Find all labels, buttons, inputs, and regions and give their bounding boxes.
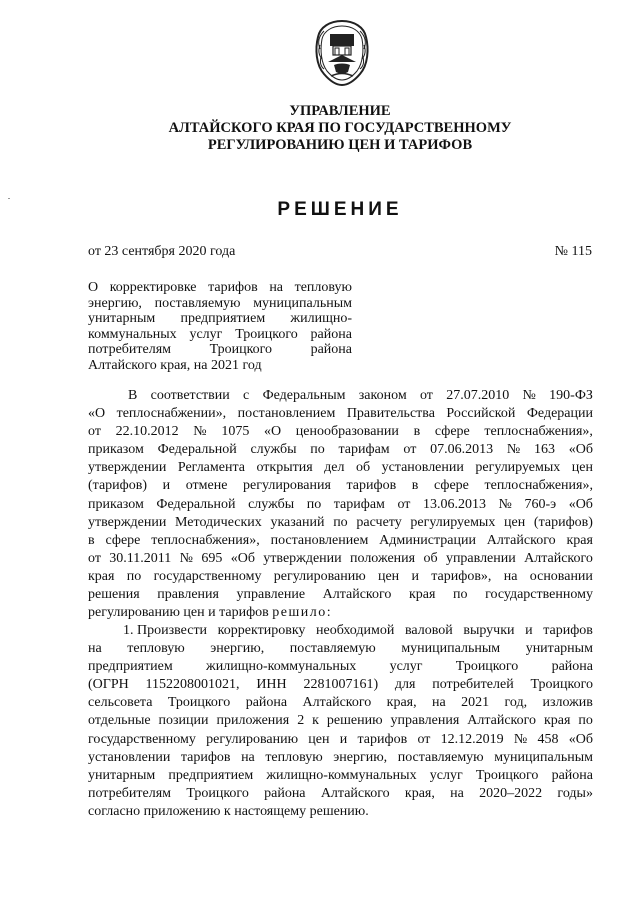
word: и (411, 568, 419, 584)
word: установлении (88, 749, 171, 765)
decision-word: решило (272, 605, 327, 621)
paragraph-2-line (88, 640, 593, 658)
word: Регламента (177, 460, 245, 476)
word: тарифов (543, 623, 593, 638)
paragraph-1-line (88, 496, 593, 514)
word: Российской (446, 406, 516, 422)
word: по (453, 587, 468, 603)
word: сельсовета (88, 695, 153, 711)
word: предприятием (180, 311, 266, 326)
paragraph-2-line (88, 785, 593, 803)
word: в (413, 424, 421, 440)
word: по (578, 713, 593, 729)
subject-line: Алтайского края, на 2021 год (88, 357, 262, 373)
paragraph-1-line (88, 405, 593, 423)
word: 2281007161) (303, 677, 379, 693)
word: муниципальным (494, 749, 593, 765)
word: по (306, 496, 322, 512)
word: на (432, 695, 446, 711)
subject-line (88, 296, 352, 312)
word: Федеральной (157, 442, 237, 458)
word: «Об (568, 442, 593, 458)
word: корректировке (109, 280, 197, 295)
paragraph-2-line (88, 749, 593, 767)
word: (тарифов) (533, 514, 593, 530)
word: унитарным (88, 311, 156, 326)
word: Алтайского (302, 695, 372, 711)
word: поставляемую (289, 641, 376, 657)
word: услуг (389, 659, 423, 675)
word: 2021 (461, 695, 490, 711)
word: по (126, 568, 142, 584)
word: цен (377, 568, 400, 584)
subject-line (88, 311, 352, 327)
word: жилищно-коммунальных (206, 659, 357, 675)
word: указаний (270, 514, 325, 530)
word: поставляемую (397, 749, 484, 765)
word: Троицкого (235, 326, 298, 342)
word: и (525, 623, 533, 638)
word: тепловую (294, 280, 352, 295)
paragraph-1-line (88, 423, 593, 441)
word: муниципальным (401, 641, 501, 657)
word: от (397, 496, 411, 512)
coat-of-arms-icon (312, 19, 372, 87)
word: сфере (105, 532, 141, 548)
word: от (88, 550, 101, 566)
word: района (245, 695, 288, 711)
word: установлении (381, 460, 464, 476)
word: выручки (463, 623, 515, 638)
word: тарифам (333, 496, 385, 512)
word: края (566, 532, 593, 548)
word: и (162, 478, 171, 494)
word: на (503, 568, 518, 584)
word: Федеральной (156, 496, 236, 512)
paragraph-2 (88, 622, 593, 821)
paragraph-2-line (88, 658, 593, 676)
word: 1. Произвести (123, 623, 208, 638)
word: основании (529, 568, 593, 584)
word: дел (324, 460, 345, 476)
word: об (355, 460, 371, 476)
word: Алтайского (322, 587, 392, 603)
word: Троицкого (167, 695, 231, 711)
word: тепловую (127, 641, 185, 657)
word: потребителям (88, 342, 172, 357)
word: от (88, 424, 101, 440)
word: год, (504, 695, 528, 711)
word: «Об (568, 731, 593, 747)
word: (тарифов) (88, 478, 148, 494)
word: регулируемых (410, 514, 496, 530)
document-title: РЕШЕНИЕ (277, 199, 403, 220)
word: сфере (434, 478, 469, 494)
word: (ОГРН (88, 677, 129, 693)
word: приложения (216, 713, 290, 729)
subject-line (88, 342, 352, 358)
word: Правительства (346, 406, 435, 422)
word: постановлением (237, 406, 336, 422)
word: № (506, 442, 521, 458)
word: 2020–2022 (479, 785, 543, 801)
word: Методических (175, 514, 262, 530)
word: № (498, 496, 512, 512)
word: тарифов (208, 280, 258, 295)
word: 760-э (524, 496, 557, 512)
word: изложив (542, 695, 593, 711)
word: потребителям (88, 785, 172, 801)
paragraph-2-line (88, 767, 593, 785)
paragraph-1 (88, 387, 593, 622)
paragraph-2-line (88, 694, 593, 712)
word: по (333, 514, 348, 530)
word: валовой (404, 623, 453, 638)
word: «О (88, 406, 106, 422)
word: О (88, 280, 99, 295)
word: жилищно- (290, 311, 352, 326)
document-number: № 115 (554, 244, 592, 259)
word: Федерации (526, 406, 593, 422)
word: унитарным (525, 641, 593, 657)
word: отдельные (88, 713, 151, 729)
subject-line (88, 327, 352, 343)
paragraph-1-line (88, 459, 593, 477)
paragraph-2-line (88, 676, 593, 694)
word: от (417, 731, 431, 747)
word: в (411, 478, 419, 494)
word: регулированию (273, 568, 366, 584)
word: «Об (568, 496, 593, 512)
word: потребителей (432, 677, 514, 693)
word: Троицкого (209, 342, 273, 357)
word: и (339, 731, 348, 747)
word: утверждении (88, 460, 167, 476)
paragraph-1-line (88, 568, 593, 586)
paragraph-1-line (88, 441, 593, 459)
word: 2 (297, 713, 305, 729)
word: 12.12.2019 (440, 731, 504, 747)
word: цен (308, 731, 330, 747)
word: района (310, 326, 352, 342)
word: регулирования (243, 478, 331, 494)
word: приказом (88, 442, 144, 458)
org-line-2: АЛТАЙСКОГО КРАЯ ПО ГОСУДАРСТВЕННОМУ (168, 120, 512, 136)
word: края (408, 587, 436, 603)
word: № (522, 388, 536, 403)
paragraph-2-last-line: согласно приложению к настоящему решению. (88, 803, 369, 819)
word: Алтайского (320, 785, 390, 801)
word: № (193, 424, 207, 440)
word: государственному (485, 587, 593, 603)
organization-name (120, 103, 560, 154)
word: района (310, 342, 352, 357)
word: с (243, 388, 250, 403)
word: Алтайского (486, 532, 556, 548)
word: решения (88, 587, 140, 603)
word: энергию, (333, 749, 388, 765)
document-date: от 23 сентября 2020 года (88, 244, 236, 259)
word: управления (390, 713, 460, 729)
word: службы (248, 496, 295, 512)
word: об (423, 550, 438, 566)
word: от (403, 442, 417, 458)
word: тарифов (180, 749, 231, 765)
word: № (513, 731, 528, 747)
word: предприятием (168, 767, 254, 783)
word: 07.06.2013 (430, 442, 494, 458)
paragraph-1-line (88, 532, 593, 550)
word: услуг (189, 326, 223, 342)
word: по (310, 442, 325, 458)
word: отмене (185, 478, 228, 494)
word: тарифов», (431, 568, 492, 584)
word: 1152208001021, (145, 677, 240, 693)
paragraph-1-line (88, 514, 593, 532)
word: Троицкого (455, 659, 519, 675)
word: государственному (88, 731, 196, 747)
word: № (179, 550, 193, 566)
word: энергию, (88, 295, 142, 311)
word: тарифов (357, 731, 408, 747)
word: «Об (230, 550, 255, 566)
paragraph-1-line (88, 586, 593, 604)
word: 30.11.2011 (109, 550, 172, 566)
word: соответствии (150, 388, 230, 403)
word: 190-ФЗ (549, 388, 593, 403)
word: решению (326, 713, 383, 729)
word: регулируемых (475, 460, 561, 476)
paragraph-1-line (88, 550, 593, 568)
paragraph-1-last-line (88, 604, 593, 622)
word: теплоснабжении», (116, 406, 227, 422)
org-line-1: УПРАВЛЕНИЕ (289, 103, 391, 119)
word: управлении (445, 550, 516, 566)
word: района (551, 767, 593, 783)
word: законом (358, 388, 407, 403)
word: на (88, 641, 102, 657)
word: предприятием (88, 659, 173, 675)
last-line-end: : (326, 605, 331, 621)
word: регулированию (206, 731, 299, 747)
word: Троицкого (186, 785, 249, 801)
last-line-start: регулированию цен и тарифов (88, 605, 273, 621)
word: края (88, 568, 115, 584)
word: государственному (153, 568, 262, 584)
word: для (394, 677, 416, 693)
word: на (269, 280, 284, 295)
scan-mark (8, 198, 10, 199)
paragraph-1-line (88, 477, 593, 495)
word: Федеральным (262, 388, 346, 403)
word: от (419, 388, 433, 403)
word: жилищно-коммунальных (266, 767, 417, 783)
org-line-3: РЕГУЛИРОВАНИЮ ЦЕН И ТАРИФОВ (207, 137, 473, 153)
word: услуг (429, 767, 463, 783)
word: цен (504, 514, 526, 530)
word: цен (571, 460, 593, 476)
word: коммунальных (88, 326, 177, 342)
word: унитарным (88, 767, 156, 783)
word: ИНН (256, 677, 287, 693)
word: тарифам (338, 442, 390, 458)
word: расчету (356, 514, 402, 530)
word: в (88, 532, 95, 548)
word: Администрации (379, 532, 476, 548)
word: 27.07.2010 (446, 388, 510, 403)
word: Троицкого (475, 767, 539, 783)
word: В (128, 388, 138, 403)
word: энергию, (210, 641, 265, 657)
word: на (241, 749, 255, 765)
word: 163 (533, 442, 555, 458)
word: правления (157, 587, 219, 603)
word: поставляемую (154, 295, 241, 311)
word: теплоснабжения», (484, 424, 593, 440)
word: приказом (88, 496, 144, 512)
word: 22.10.2012 (115, 424, 179, 440)
word: теплоснабжения», (484, 478, 593, 494)
word: края (543, 713, 571, 729)
word: годы» (557, 785, 593, 801)
word: управление (236, 587, 306, 603)
word: службы (250, 442, 297, 458)
paragraph-2-line (88, 712, 593, 730)
word: муниципальным (253, 295, 352, 311)
word: теплоснабжения», (151, 532, 260, 548)
word: на (450, 785, 464, 801)
word: сфере (434, 424, 470, 440)
word: положения (350, 550, 416, 566)
word: 1075 (221, 424, 250, 440)
subject-line (88, 280, 352, 296)
word: Алтайского (467, 713, 537, 729)
word: тарифов (346, 478, 397, 494)
word: района (264, 785, 306, 801)
word: тепловую (265, 749, 323, 765)
word: открытия (256, 460, 313, 476)
word: района (551, 659, 593, 675)
word: Троицкого (530, 677, 593, 693)
word: 458 (537, 731, 559, 747)
word: края, (404, 785, 435, 801)
word: необходимой (316, 623, 395, 638)
word: позиции (158, 713, 209, 729)
document-subject (88, 280, 352, 373)
word: к (312, 713, 319, 729)
word: 13.06.2013 (422, 496, 486, 512)
paragraph-2-line (88, 731, 593, 749)
paragraph-2-line (88, 622, 593, 640)
word: «О (263, 424, 282, 440)
word: корректировку (217, 623, 306, 638)
word: утверждении (88, 514, 167, 530)
word: постановлением (270, 532, 369, 548)
word: 695 (201, 550, 223, 566)
word: Алтайского (524, 550, 593, 566)
paragraph-1-line (88, 387, 593, 405)
word: ценообразовании (295, 424, 399, 440)
word: края, (386, 695, 417, 711)
word: утверждении (263, 550, 342, 566)
